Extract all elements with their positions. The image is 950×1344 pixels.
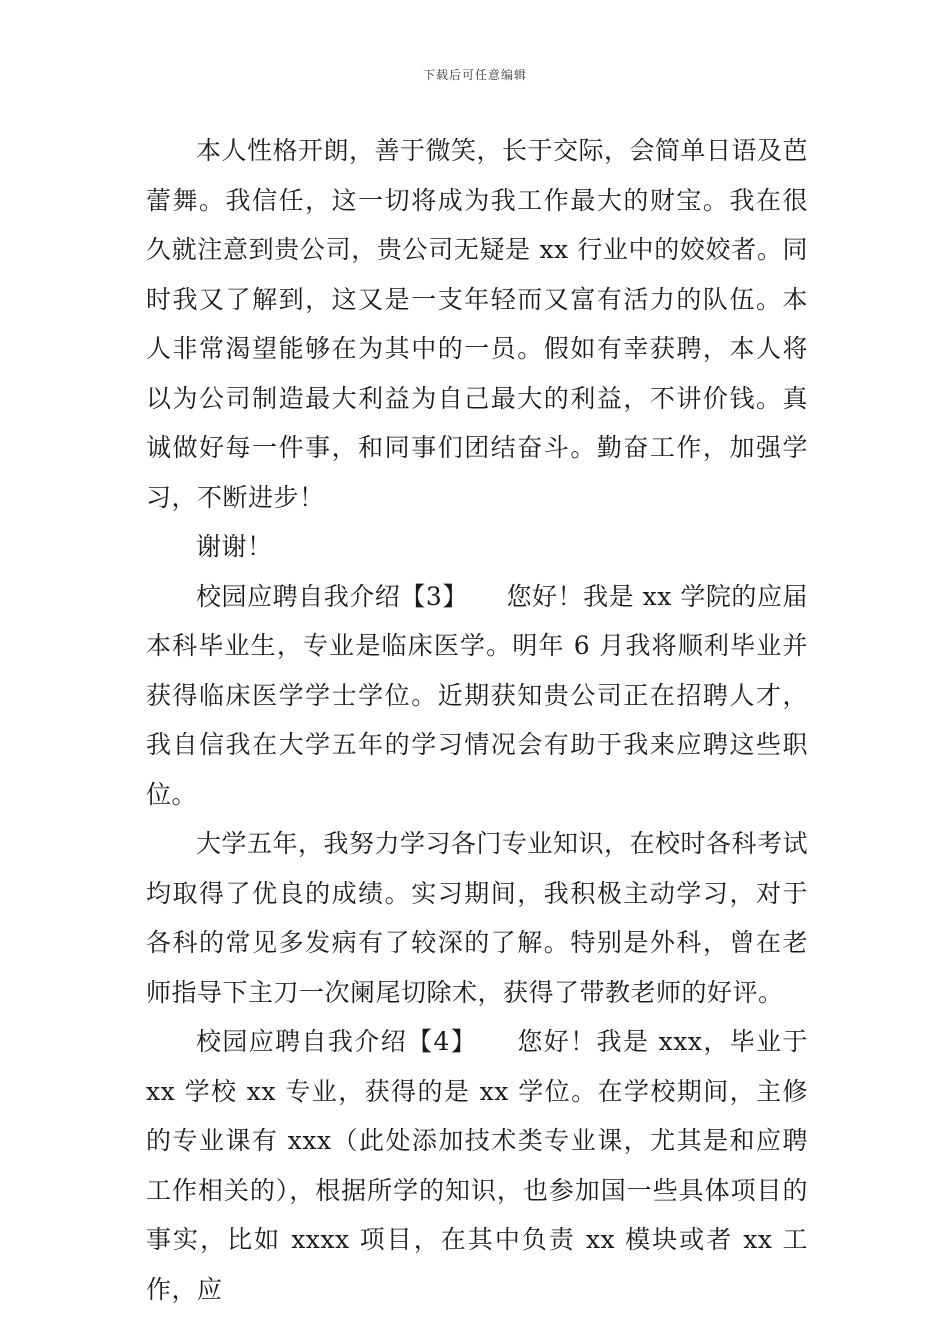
paragraph-thanks: 谢谢！ xyxy=(196,532,273,561)
page-header: 下载后可任意编辑 xyxy=(422,68,527,82)
paragraph-personality: 本人性格开朗，善于微笑，长于交际，会简单日语及芭蕾舞。我信任，这一切将成为我工作最大的财宝。我在很久就注意到贵公司，贵公司无疑是 xx 行业中的姣姣者。同时我又了解到，这又是一支年轻而又富有活力的队伍。本人非常渴望能够在为其中的一员。假如有幸获聘，本人将以为公司制造最大利益为自己最大的利益，不讲价钱。真诚做好每一件事，和同事们团结奋斗。勤奋工作，加强学习，不断进步！ xyxy=(146,136,809,512)
paragraph-intro-4: 校园应聘自我介绍【4】 您好！我是 xxx，毕业于 xx 学校 xx 专业，获得的是 xx 学位。在学校期间，主修的专业课有 xxx（此处添加技术类专业课，尤其是和应聘工作相关的），根据所学的知识，也参加国一些具体项目的事实，比如 xxxx 项目，在其中负责 xx 模块或者 xx 工作，应 xyxy=(146,1027,817,1304)
paragraph-intro-3: 校园应聘自我介绍【3】 您好！我是 xx 学院的应届本科毕业生，专业是临床医学。明年 6 月我将顺利毕业并获得临床医学学士学位。近期获知贵公司正在招聘人才，我自信我在大学五年的学习情况会有助于我来应聘这些职位。 xyxy=(146,581,808,809)
document-body xyxy=(146,126,817,1314)
paragraph-university: 大学五年，我努力学习各门专业知识，在校时各科考试均取得了优良的成绩。实习期间，我积极主动学习，对于各科的常见多发病有了较深的了解。特别是外科，曾在老师指导下主刀一次阑尾切除术，获得了带教老师的好评。 xyxy=(146,829,809,1007)
